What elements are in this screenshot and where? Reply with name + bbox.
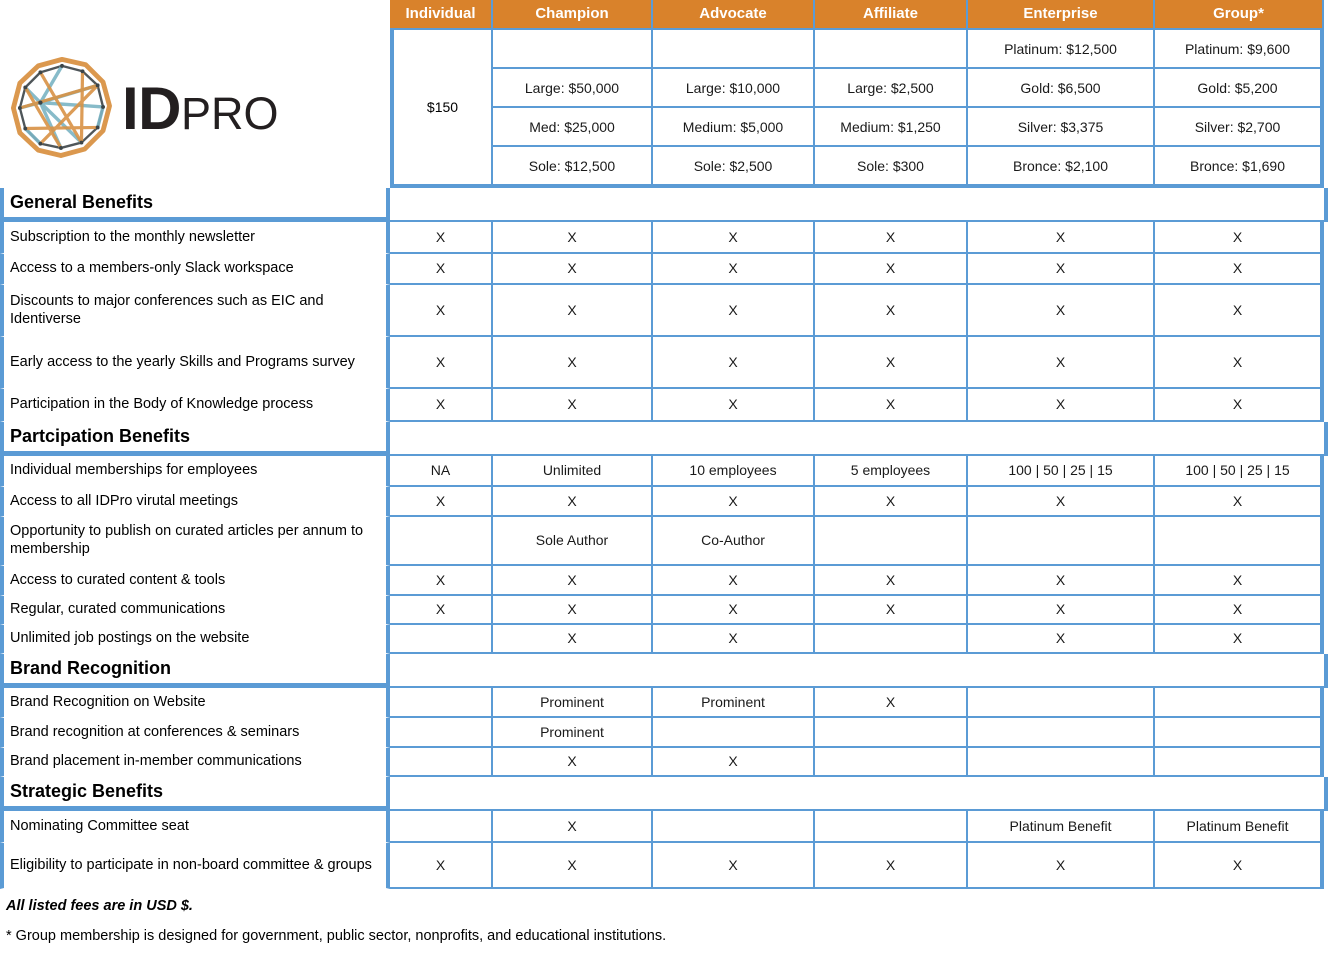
column-header-affiliate: Affiliate xyxy=(815,0,968,28)
benefit-cell-group: X xyxy=(1155,254,1324,285)
benefit-cell-affiliate: X xyxy=(815,596,968,625)
section-title-label: General Benefits xyxy=(10,191,154,212)
price-cell: Sole: $300 xyxy=(857,157,924,174)
price-cell: Silver: $3,375 xyxy=(968,108,1153,147)
benefit-cell-affiliate: X xyxy=(815,337,968,389)
benefit-label xyxy=(0,748,390,777)
price-cell: Large: $10,000 xyxy=(653,69,813,108)
benefit-label-text: Access to a members-only Slack workspace xyxy=(10,260,294,277)
benefit-label xyxy=(0,487,390,517)
price-cell: Sole: $12,500 xyxy=(528,157,616,174)
benefit-cell-advocate: X xyxy=(653,222,815,254)
benefit-cell-group xyxy=(1155,718,1324,748)
benefit-cell-champion: X xyxy=(493,285,653,337)
section-header-spacer xyxy=(390,422,1328,456)
price-cell: Platinum: $12,500 xyxy=(968,30,1153,69)
benefit-cell-champion: X xyxy=(493,566,653,596)
benefit-cell-group: X xyxy=(1155,566,1324,596)
benefit-label-text: Access to all IDPro virutal meetings xyxy=(10,492,239,509)
benefit-cell-enterprise: X xyxy=(968,285,1155,337)
price-column-advocate xyxy=(653,28,815,188)
footnote-group: * Group membership is designed for government, public sector, nonprofits, and educational institutions. xyxy=(6,928,667,944)
column-header-individual: Individual xyxy=(390,0,493,28)
benefit-cell-individual: X xyxy=(390,566,493,596)
benefit-cell-group: X xyxy=(1155,487,1324,517)
benefit-cell-affiliate xyxy=(815,811,968,843)
table-header-row xyxy=(0,0,1328,28)
benefit-cell-group: 100 | 50 | 25 | 15 xyxy=(1155,456,1324,487)
benefit-cell-enterprise xyxy=(968,718,1155,748)
price-cell: Bronce: $1,690 xyxy=(1190,157,1285,174)
price-cell: Medium: $5,000 xyxy=(653,108,813,147)
logo-text-id: ID xyxy=(122,74,181,142)
benefit-cell-individual: X xyxy=(390,487,493,517)
benefit-cell-champion: X xyxy=(493,625,653,654)
benefit-label-text: Access to curated content & tools xyxy=(10,571,226,588)
benefit-cell-group: X xyxy=(1155,389,1324,422)
benefit-cell-advocate xyxy=(653,811,815,843)
benefit-label-text: Opportunity to publish on curated articles per annum to membership xyxy=(10,523,364,557)
benefit-cell-champion: X xyxy=(493,843,653,889)
table-row xyxy=(0,843,1328,889)
benefit-cell-individual: X xyxy=(390,389,493,422)
benefit-label-text: Individual memberships for employees xyxy=(10,462,258,479)
table-row xyxy=(0,748,1328,777)
price-column-champion xyxy=(493,28,653,188)
benefit-cell-advocate: 10 employees xyxy=(653,456,815,487)
benefit-cell-advocate: Co-Author xyxy=(653,517,815,566)
benefit-cell-champion: Prominent xyxy=(493,718,653,748)
benefit-cell-champion: X xyxy=(493,596,653,625)
price-cell: Silver: $2,700 xyxy=(1155,108,1320,147)
price-cell: Sole: $2,500 xyxy=(693,157,773,174)
benefit-cell-champion: X xyxy=(493,222,653,254)
column-header-advocate: Advocate xyxy=(653,0,815,28)
table-row xyxy=(0,337,1328,389)
benefit-cell-advocate: X xyxy=(653,254,815,285)
section-header-spacer xyxy=(390,777,1328,811)
benefit-cell-individual xyxy=(390,517,493,566)
benefit-label xyxy=(0,843,390,889)
benefit-label-text: Nominating Committee seat xyxy=(10,817,189,834)
table-row xyxy=(0,566,1328,596)
benefit-cell-champion: Unlimited xyxy=(493,456,653,487)
benefit-cell-individual: X xyxy=(390,337,493,389)
benefit-cell-affiliate xyxy=(815,517,968,566)
benefit-cell-individual: X xyxy=(390,596,493,625)
benefit-cell-champion: X xyxy=(493,389,653,422)
benefit-label xyxy=(0,254,390,285)
table-row xyxy=(0,625,1328,654)
benefit-cell-enterprise: X xyxy=(968,487,1155,517)
benefit-cell-group xyxy=(1155,748,1324,777)
benefit-label-text: Brand recognition at conferences & seminars xyxy=(10,723,300,740)
benefit-cell-individual xyxy=(390,718,493,748)
benefit-cell-affiliate: X xyxy=(815,688,968,718)
section-title xyxy=(0,777,390,811)
benefit-label-text: Subscription to the monthly newsletter xyxy=(10,228,256,245)
price-cell xyxy=(653,30,813,69)
benefit-label-text: Discounts to major conferences such as EIC and Identiverse xyxy=(10,292,324,327)
benefit-label-text: Unlimited job postings on the website xyxy=(10,630,250,647)
benefit-cell-enterprise: Platinum Benefit xyxy=(968,811,1155,843)
benefit-cell-group: X xyxy=(1155,337,1324,389)
benefit-cell-advocate: Prominent xyxy=(653,688,815,718)
benefit-label xyxy=(0,222,390,254)
table-row xyxy=(0,596,1328,625)
section-title xyxy=(0,654,390,688)
benefit-label xyxy=(0,285,390,337)
table-row xyxy=(0,285,1328,337)
benefit-cell-enterprise xyxy=(968,517,1155,566)
price-cell: Gold: $5,200 xyxy=(1155,69,1320,108)
benefit-label-text: Regular, curated communications xyxy=(10,601,226,618)
benefit-cell-enterprise: X xyxy=(968,566,1155,596)
benefit-cell-enterprise: 100 | 50 | 25 | 15 xyxy=(968,456,1155,487)
benefit-cell-individual: X xyxy=(390,254,493,285)
benefit-label xyxy=(0,688,390,718)
price-column-affiliate xyxy=(815,28,968,188)
benefit-cell-group: X xyxy=(1155,222,1324,254)
benefit-cell-affiliate xyxy=(815,625,968,654)
section-header-row xyxy=(0,654,1328,688)
price-cell: Medium: $1,250 xyxy=(815,108,966,147)
brand-logo xyxy=(0,28,390,188)
benefit-label xyxy=(0,389,390,422)
table-row xyxy=(0,688,1328,718)
benefit-cell-advocate: X xyxy=(653,566,815,596)
section-header-spacer xyxy=(390,188,1328,222)
section-title-label: Brand Recognition xyxy=(10,657,171,678)
benefit-cell-champion: Sole Author xyxy=(493,517,653,566)
benefit-label xyxy=(0,811,390,843)
polygonal-network-icon xyxy=(8,54,116,162)
benefit-label xyxy=(0,566,390,596)
benefit-label xyxy=(0,456,390,487)
benefit-label xyxy=(0,517,390,566)
benefit-cell-individual: NA xyxy=(390,456,493,487)
benefit-cell-individual: X xyxy=(390,222,493,254)
benefit-cell-group: X xyxy=(1155,625,1324,654)
benefit-cell-champion: X xyxy=(493,254,653,285)
benefit-cell-affiliate: X xyxy=(815,487,968,517)
benefit-cell-advocate: X xyxy=(653,843,815,889)
footnote-fees: All listed fees are in USD $. xyxy=(6,898,193,914)
section-title-label: Partcipation Benefits xyxy=(10,425,191,446)
section-header-row xyxy=(0,422,1328,456)
benefit-label xyxy=(0,625,390,654)
logo-text-pro: PRO xyxy=(181,87,279,139)
benefit-cell-group xyxy=(1155,517,1324,566)
benefit-cell-enterprise xyxy=(968,748,1155,777)
pricing-block xyxy=(0,28,1328,188)
benefit-label-text: Brand Recognition on Website xyxy=(10,693,206,710)
benefit-cell-affiliate: X xyxy=(815,566,968,596)
price-cell xyxy=(815,30,966,69)
benefit-cell-enterprise: X xyxy=(968,389,1155,422)
table-row xyxy=(0,389,1328,422)
benefit-cell-affiliate: X xyxy=(815,843,968,889)
column-header-enterprise: Enterprise xyxy=(968,0,1155,28)
benefit-cell-individual: X xyxy=(390,285,493,337)
benefit-cell-individual: X xyxy=(390,843,493,889)
benefit-cell-advocate: X xyxy=(653,596,815,625)
benefit-cell-advocate: X xyxy=(653,748,815,777)
column-header-champion: Champion xyxy=(493,0,653,28)
benefit-cell-enterprise: X xyxy=(968,625,1155,654)
benefit-cell-affiliate xyxy=(815,718,968,748)
benefit-cell-advocate: X xyxy=(653,487,815,517)
section-title xyxy=(0,188,390,222)
benefit-cell-enterprise: X xyxy=(968,337,1155,389)
benefit-cell-enterprise: X xyxy=(968,596,1155,625)
benefit-label-text: Participation in the Body of Knowledge process xyxy=(10,396,314,413)
benefit-label xyxy=(0,596,390,625)
benefit-cell-group xyxy=(1155,688,1324,718)
benefit-cell-advocate: X xyxy=(653,285,815,337)
benefit-cell-affiliate: X xyxy=(815,389,968,422)
benefit-cell-affiliate: X xyxy=(815,254,968,285)
benefit-cell-affiliate: 5 employees xyxy=(815,456,968,487)
benefit-sections xyxy=(0,188,1328,889)
price-column-enterprise xyxy=(968,28,1155,188)
benefit-cell-affiliate: X xyxy=(815,285,968,337)
section-header-row xyxy=(0,188,1328,222)
benefit-cell-individual xyxy=(390,811,493,843)
benefit-cell-advocate xyxy=(653,718,815,748)
price-cell: Platinum: $9,600 xyxy=(1155,30,1320,69)
benefit-cell-advocate: X xyxy=(653,625,815,654)
price-cell: Med: $25,000 xyxy=(493,108,651,147)
benefit-cell-individual xyxy=(390,625,493,654)
table-row xyxy=(0,517,1328,566)
benefit-label xyxy=(0,718,390,748)
table-row xyxy=(0,811,1328,843)
table-row xyxy=(0,718,1328,748)
benefit-label-text: Eligibility to participate in non-board committee & groups xyxy=(10,856,372,873)
benefit-cell-champion: X xyxy=(493,748,653,777)
benefit-cell-enterprise: X xyxy=(968,222,1155,254)
section-title-label: Strategic Benefits xyxy=(10,780,164,801)
benefit-cell-affiliate: X xyxy=(815,222,968,254)
table-row xyxy=(0,487,1328,517)
section-title xyxy=(0,422,390,456)
benefit-cell-champion: X xyxy=(493,811,653,843)
benefit-cell-champion: X xyxy=(493,337,653,389)
benefit-cell-enterprise xyxy=(968,688,1155,718)
price-cell xyxy=(493,30,651,69)
benefit-cell-group: Platinum Benefit xyxy=(1155,811,1324,843)
benefit-cell-champion: X xyxy=(493,487,653,517)
benefit-cell-group: X xyxy=(1155,843,1324,889)
benefit-cell-individual xyxy=(390,688,493,718)
benefit-cell-enterprise: X xyxy=(968,254,1155,285)
table-row xyxy=(0,254,1328,285)
column-header-group: Group* xyxy=(1155,0,1324,28)
benefit-cell-enterprise: X xyxy=(968,843,1155,889)
table-row xyxy=(0,222,1328,254)
price-cell: Bronce: $2,100 xyxy=(1013,157,1108,174)
benefit-cell-champion: Prominent xyxy=(493,688,653,718)
benefit-label-text: Early access to the yearly Skills and Programs survey xyxy=(10,353,355,370)
benefit-label-text: Brand placement in-member communications xyxy=(10,753,302,770)
header-logo-spacer xyxy=(0,0,390,28)
section-header-row xyxy=(0,777,1328,811)
benefit-cell-advocate: X xyxy=(653,389,815,422)
price-cell: Large: $50,000 xyxy=(493,69,651,108)
table-row xyxy=(0,456,1328,487)
benefit-cell-individual xyxy=(390,748,493,777)
price-cell: Large: $2,500 xyxy=(815,69,966,108)
benefit-cell-group: X xyxy=(1155,596,1324,625)
benefit-cell-advocate: X xyxy=(653,337,815,389)
section-header-spacer xyxy=(390,654,1328,688)
price-column-group xyxy=(1155,28,1324,188)
benefit-label xyxy=(0,337,390,389)
benefit-cell-group: X xyxy=(1155,285,1324,337)
price-individual: $150 xyxy=(390,28,493,188)
benefit-cell-affiliate xyxy=(815,748,968,777)
price-tier-grid xyxy=(493,28,1324,188)
price-cell: Gold: $6,500 xyxy=(968,69,1153,108)
